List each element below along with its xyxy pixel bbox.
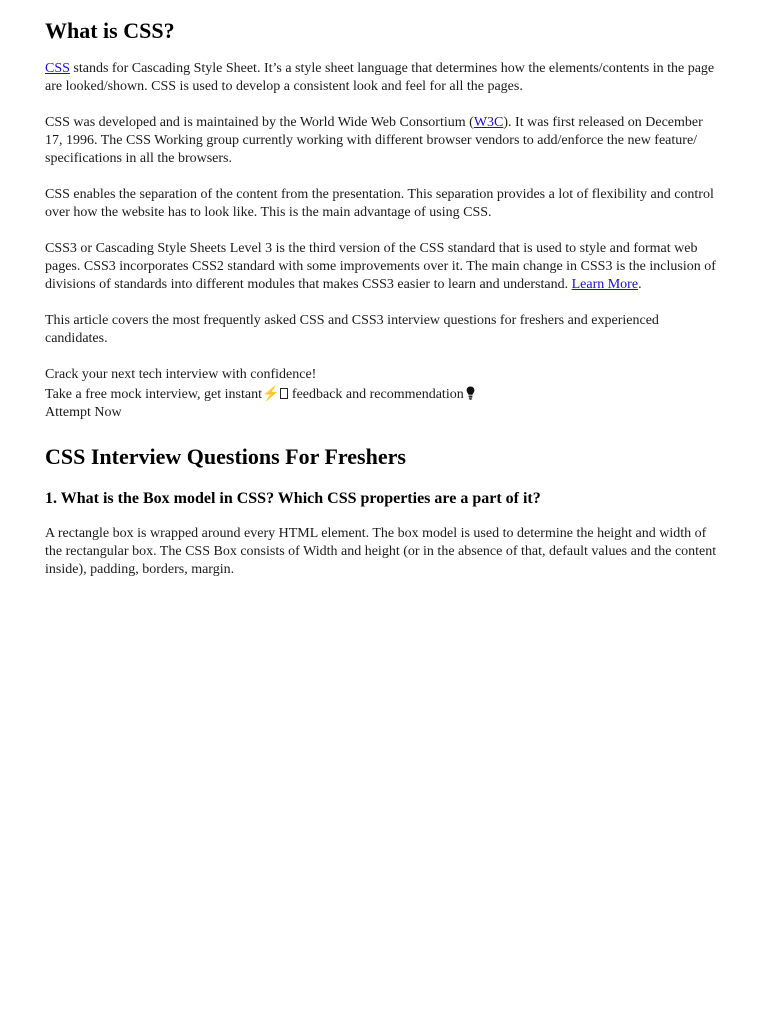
attempt-now-link[interactable]: Attempt Now [45,405,122,420]
w3c-text-before: CSS was developed and is maintained by the World Wide Web Consortium ( [45,115,474,130]
promo-headline: Crack your next tech interview with confidence! [45,367,317,382]
section-title-freshers: CSS Interview Questions For Freshers [45,444,406,469]
w3c-paragraph [45,114,723,168]
learn-more-link[interactable]: Learn More [571,277,639,292]
mock-interview-promo [45,366,723,422]
intro-paragraph [45,60,723,96]
separation-paragraph: CSS enables the separation of the content from the presentation. This separation provides a lot of flexibility and control over how the website has to look like. This is the main advantage of using CSS. [45,187,714,220]
promo-subline [45,386,723,404]
promo-subline-text-after: feedback and recommendation [288,387,464,402]
css3-paragraph [45,240,723,294]
question-1-heading: 1. What is the Box model in CSS? Which CSS properties are a part of it? [45,490,541,507]
lightbulb-icon [466,386,475,400]
article-paragraph: This article covers the most frequently asked CSS and CSS3 interview questions for freshers and experienced candidates. [45,313,659,346]
css3-text-after: . [638,277,642,292]
answer-1-paragraph: A rectangle box is wrapped around every HTML element. The box model is used to determine the height and width of the rectangular box. The CSS Box consists of Width and height (or in the absence of that, default values and the content inside), padding, borders, margin. [45,526,717,577]
promo-subline-text: Take a free mock interview, get instant⚡ [45,387,280,402]
page-title: What is CSS? [45,18,175,43]
css3-text: CSS3 or Cascading Style Sheets Level 3 is the third version of the CSS standard that is used to style and format web pages. CSS3 incorporates CSS2 standard with some improvements over it. The main change in CSS3 is the inclusion of divisions of standards into different modules that makes CSS3 easier to learn and understand. [45,241,716,292]
w3c-text-after: ). It was first released on December 17, 1996. The CSS Working group currently working with different browser vendors to add/enforce the new feature/ specifications in all the browsers. [45,115,703,166]
intro-text: stands for Cascading Style Sheet. It’s a style sheet language that determines how the elements/contents in the page are looked/shown. CSS is used to develop a consistent look and feel for all the pages. [45,61,715,94]
css-link[interactable]: CSS [45,61,70,76]
w3c-link[interactable]: W3C [473,115,504,130]
